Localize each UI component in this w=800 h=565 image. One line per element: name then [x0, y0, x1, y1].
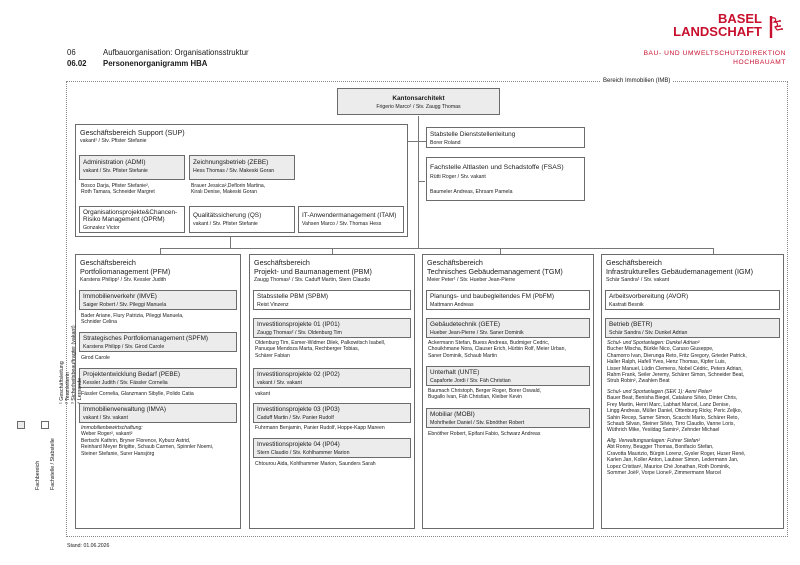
zebe-title: Zeichnungsbetrieb (ZEBE) [193, 159, 269, 166]
imva-members: Immobilienbewirtschaftung: Weber Roger², vakant² Bertschi Kathrin, Bryner Florence, Kyburz Astrid, Reinhard Meyer Brigitte, Schaub Carmen, Spinnler Noemi, Steiner Stefanie, Surer Hansjörg [81, 425, 214, 457]
pebe-members: Fässler Cornelia, Glanzmann Sibylle, Polido Catia [81, 391, 194, 397]
connector-fsas [418, 181, 425, 182]
legend-footnote-2: ² Teamleiterin [65, 372, 71, 404]
sup-lead: vakant¹ / Stv. Pfister Stefanie [80, 138, 147, 144]
spfm-members: Girod Carole [81, 355, 110, 361]
stab-people: Borer Roland [430, 140, 461, 146]
imva-lead: vakant / Stv. vakant [83, 415, 128, 421]
legend-fachstelle: Fachstelle / Stabstelle [50, 438, 56, 490]
legend-fachstelle-swatch [41, 421, 49, 429]
zebe-box [189, 155, 295, 180]
page-title: Personenorganigramm HBA [103, 59, 208, 68]
spfm-title: Strategisches Portfoliomanagement (SPFM) [83, 335, 209, 342]
pbm-title-1: Geschäftsbereich [254, 258, 310, 267]
unte-lead: Capaforte Jordi / Stv. Fäh Christian [430, 378, 511, 384]
mobi-title: Mobiliar (MOBI) [430, 411, 475, 418]
oprm-title-1: Organisationsprojekte&Chancen- [83, 209, 178, 216]
kantonsarchitekt-people: Frigerio Marco¹ / Stv. Zaugg Thomas [376, 104, 461, 110]
qs-lead: vakant / Stv. Pfister Stefanie [193, 221, 258, 227]
ip01-members: Oldenburg Tim, Esmer-Widmer Dilek, Palkowitsch Isabell, Panuque Mendoza Marta, Rechberger Tobias, Schärer Fabian [255, 340, 386, 359]
oprm-title-2: Risiko Management (OPRM) [83, 216, 165, 223]
tgm-title-2: Technisches Gebäudemanagement (TGM) [427, 267, 563, 276]
ip02-members: vakant [255, 391, 271, 397]
stab-title: Stabstelle Dienststellenleitung [430, 131, 516, 138]
fsas-members: Baumeler Andreas, Ehrsam Pamela [430, 189, 513, 195]
oprm-box [79, 206, 185, 233]
imve-members: Bader Ariane, Flury Patrizia, Pileggi Manuela, Schnider Celina [81, 313, 184, 326]
pbm-title-2: Projekt- und Baumanagement (PBM) [254, 267, 372, 276]
gete-box [426, 318, 590, 338]
ip03-box [253, 403, 411, 423]
ip03-title: Investitionsprojekte 03 (IP03) [257, 406, 340, 413]
imve-lead: Saiger Robert / Stv. Pileggi Manuela [83, 302, 167, 308]
legend-footnote-1: ¹ Geschäftsleitung [59, 361, 65, 404]
connector-horizontal [160, 248, 713, 249]
fsas-lead: Rütti Roger / Stv. vakant [430, 174, 486, 180]
ip02-title: Investitionsprojekte 02 (IP02) [257, 371, 340, 378]
spbm-title: Stabsstelle PBM (SPBM) [257, 293, 329, 300]
pebe-lead: Kessler Judith / Stv. Fässler Cornelia [83, 380, 168, 386]
igm-title-1: Geschäftsbereich [606, 258, 662, 267]
legend-footnote-3: ³ Sicherheitsbeauftragter (vakant) [71, 325, 77, 404]
itam-box [298, 206, 404, 233]
avor-title: Arbeitsvorbereitung (AVOR) [609, 293, 689, 300]
betr-title: Betrieb (BETR) [609, 321, 653, 328]
pfm-title-1: Geschäftsbereich [80, 258, 136, 267]
kantonsarchitekt-title: Kantonsarchitekt [392, 95, 445, 102]
mobi-box [426, 408, 590, 428]
spfm-box [79, 332, 237, 352]
pbfm-title: Planungs- und baubegleitendes FM (PbFM) [430, 293, 554, 300]
tgm-lead: Meier Peter¹ / Stv. Hueber Jean-Pierre [427, 277, 516, 283]
ip02-lead: vakant / Stv. vakant [257, 380, 302, 386]
logo-text: BASEL LANDSCHAFT [673, 11, 762, 39]
pfm-lead: Karstens Philipp¹ / Stv. Kessler Judith [80, 277, 167, 283]
gete-lead: Hueber Jean-Pierre / Stv. Saner Dominik [430, 330, 524, 336]
adm-title: Administration (ADMI) [83, 159, 146, 166]
itam-lead: Vahsen Marco / Stv. Thomas Hess [302, 221, 382, 227]
gete-title: Gebäudetechnik (GETE) [430, 321, 500, 328]
itam-title: IT-Anwendermanagement (ITAM) [302, 212, 397, 219]
fsas-box [426, 157, 585, 201]
ip04-box [253, 438, 411, 458]
tgm-title-1: Geschäftsbereich [427, 258, 483, 267]
stab-box [426, 127, 585, 148]
mobi-members: Ebnöther Robert, Epifani Fabio, Schwarz Andreas [428, 431, 541, 437]
avor-lead: Kastrati Besnik [609, 302, 644, 308]
unte-members: Baumach Christoph, Berger Roger, Borer Oswald, Bugallo Ivan, Fäh Christian, Kleiber Kevin [428, 388, 541, 401]
section-number: 06 [67, 48, 76, 57]
igm-group-2: Schul- und Sportanlagen (SEK 1): Aemi Peter² Bauer Beat, Benisha Biegel, Catalano Silvio, Dinter Chris, Frey Martin, Henri Marc, Labhart Marcel, Lanz Denise, Lingg Andreas, Müller Daniel, Ottenburg Ricky, Peric Zeljko, Sahin Recep, Samer Simon, Scacchi Mario, Schärer Reto, Schaub Silvan, Steiner Silvio, Tirro Claudio, Vanne Loris, Wüthrich Mike, Yesildag Samin², Zehnder Michael [607, 389, 742, 434]
imve-box [79, 290, 237, 310]
legend-footnote-4: ⁴ Lernende [77, 377, 83, 404]
connector-main-vertical [418, 116, 419, 248]
kantonsarchitekt-box [337, 88, 500, 115]
spfm-lead: Karstens Philipp / Stv. Girod Carole [83, 344, 165, 350]
adm-members: Bosco Darja, Pfister Stefanie², Roth Tamara, Schneider Margret [81, 183, 155, 196]
pbm-lead: Zaugg Thomas¹ / Stv. Caduff Martin, Stern Claudio [254, 277, 371, 283]
gete-members: Ackermann Stefan, Buess Andreas, Budmiger Cedric, Chouikhmane Nora, Clauser Erich, Hürbin Rolf, Meier Urban, Saner Dominik, Schaub Martin [428, 340, 566, 359]
qs-box [189, 206, 295, 233]
zebe-members: Brauer Jessica²,Deflorin Martina, Kiralı Denise, Makeski Goran [191, 183, 266, 196]
subsection-number: 06.02 [67, 59, 87, 68]
ip04-title: Investitionsprojekte 04 (IP04) [257, 441, 340, 448]
avor-box [605, 290, 780, 310]
pbfm-box [426, 290, 590, 310]
unte-box [426, 366, 590, 386]
connector-sup [230, 237, 231, 248]
pebe-title: Projektentwicklung Bedarf (PEBE) [83, 371, 180, 378]
pebe-box [79, 368, 237, 388]
betr-lead: Schär Sandra / Stv. Dunkel Adrian [609, 330, 688, 336]
unte-title: Unterhalt (UNTE) [430, 369, 480, 376]
igm-group-3: Allg. Verwaltungsanlagen: Fuhrer Stefan² Abt Ronny, Beugger Thomas, Bonifacio Stefan, Cravotta Maurizio, Bürgin Lorenz, Gysler Roger, Huser René, Karlen Jan, Koller Anton, Laubser Simon, Ledermann Jan, Lopez Cristian², Maurice Ché Jonathan, Roth Dominik, Sommer Joël², Vorpe Lionel², Zimmermann Marcel [607, 438, 746, 477]
zebe-lead: Hess Thomas / Stv. Makeski Goran [193, 168, 275, 174]
fsas-title: Fachstelle Altlasten und Schadstoffe (FSAS) [430, 164, 564, 171]
connector-stab [408, 141, 426, 142]
imva-title: Immobilienverwaltung (IMVA) [83, 406, 166, 413]
adm-box [79, 155, 185, 180]
spbm-lead: Reist Vinzenz [257, 302, 289, 308]
footer-date: Stand: 01.06.2026 [67, 543, 110, 549]
mobi-lead: Mohrlheiler Daniel / Stv. Ebnöther Robert [430, 420, 525, 426]
bereich-label: Bereich Immobilien (IMB) [600, 77, 673, 85]
sup-title: Geschäftsbereich Support (SUP) [80, 128, 185, 137]
ip01-box [253, 318, 411, 338]
section-title: Aufbauorganisation: Organisationsstruktur [103, 48, 249, 57]
legend-fachbereich-swatch [17, 421, 25, 429]
pfm-title-2: Portfoliomanagement (PFM) [80, 267, 171, 276]
legend-fachbereich: Fachbereich [35, 460, 41, 490]
ip04-members: Chtourou Aida, Kohlhammer Marion, Saunders Sarah [255, 461, 376, 467]
ip01-title: Investitionsprojekte 01 (IP01) [257, 321, 340, 328]
oprm-lead: Gonzalez Victor [83, 225, 120, 231]
imva-box [79, 403, 237, 423]
pbfm-lead: Mattmann Andreas [430, 302, 474, 308]
imve-title: Immobilienverkehr (IMVE) [83, 293, 157, 300]
ip02-box [253, 368, 411, 388]
ip04-lead: Stern Claudio / Stv. Kohlhammer Marion [257, 450, 350, 456]
igm-title-2: Infrastrukturelles Gebäudemanagement (IGM) [606, 267, 754, 276]
department-name: BAU- UND UMWELTSCHUTZDIREKTION HOCHBAUAMT [643, 50, 786, 66]
qs-title: Qualitätssicherung (QS) [193, 212, 262, 219]
ip01-lead: Zaugg Thomas² / Stv. Oldenburg Tim [257, 330, 342, 336]
igm-lead: Schär Sandra¹ / Stv. vakant [606, 277, 670, 283]
adm-lead: vakant / Stv. Pfister Stefanie [83, 168, 148, 174]
igm-group-1: Schul- und Sportanlagen: Dunkel Adrian² Bucher Mischa, Bürkle Nico, Caruso Giuseppe, Chamorro Ivan, Dierunga Reto, Fritz Gregory, Grieder Patrick, Haller Ralph, Hafell Yves, Henz Thomas, Kipfer Luis, Lisser Manuel, Lüdin Clemens, Nobel Cédric, Peters Adrian, Rahm Frank, Seiler Jeremy, Schärer Simon, Schneider Beat, Strub Robin², Zwahlen Beat [607, 340, 747, 385]
spbm-box [253, 290, 411, 310]
ip03-lead: Caduff Martin / Stv. Panier Rudolf [257, 415, 334, 421]
canton-logo-icon [768, 14, 786, 40]
ip03-members: Fuhrmann Benjamin, Panier Rudolf, Hoppe-Kapp Mareen [255, 425, 385, 431]
betr-box [605, 318, 780, 338]
